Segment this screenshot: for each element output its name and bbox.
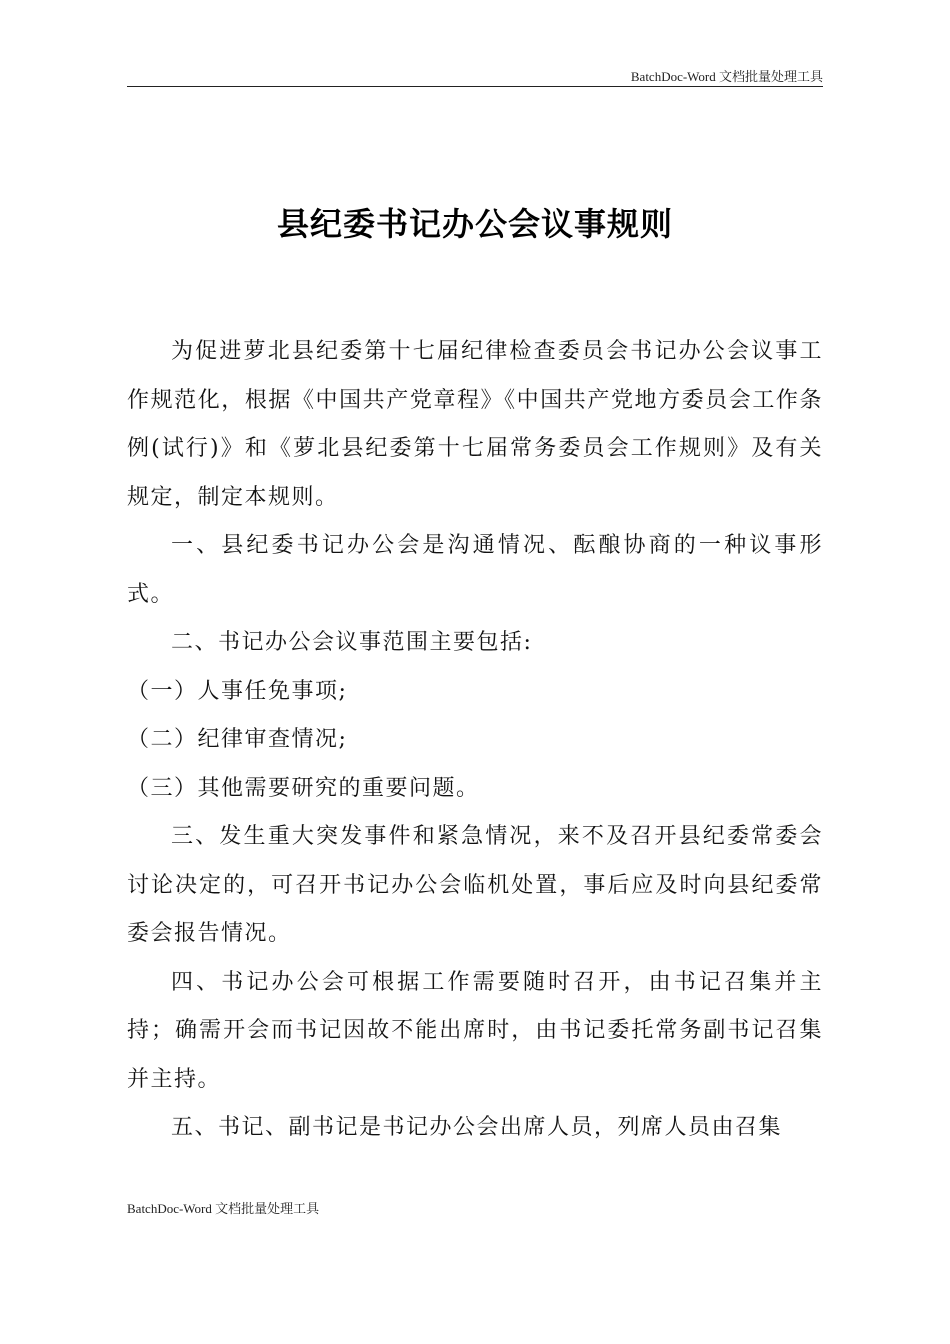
document-body bbox=[127, 328, 823, 1153]
document-title: 县纪委书记办公会议事规则 bbox=[276, 205, 673, 243]
paragraph-article-5: 五、书记、副书记是书记办公会出席人员，列席人员由召集 bbox=[171, 1115, 783, 1140]
page-footer: BatchDoc-Word 文档批量处理工具 bbox=[127, 1201, 320, 1216]
header-text: BatchDoc-Word 文档批量处理工具 bbox=[630, 69, 823, 84]
paragraph-article-2: 二、书记办公会议事范围主要包括: bbox=[171, 630, 533, 655]
paragraph-item-2: （二）纪律审查情况; bbox=[127, 727, 348, 752]
paragraph-item-3: （三）其他需要研究的重要问题。 bbox=[127, 775, 480, 801]
paragraph-article-4: 四、书记办公会可根据工作需要随时召开，由书记召集并主持；确需开会而书记因故不能出席时，由书记委托常务副书记召集并主持。 bbox=[127, 969, 823, 1092]
paragraph-article-1: 一、县纪委书记办公会是沟通情况、酝酿协商的一种议事形式。 bbox=[127, 533, 823, 607]
paragraph-intro: 为促进萝北县纪委第十七届纪律检查委员会书记办公会议事工作规范化，根据《中国共产党章程》《中国共产党地方委员会工作条例(试行)》和《萝北县纪委第十七届常务委员会工作规则》及有关规定，制定本规则。 bbox=[127, 339, 823, 510]
paragraph-article-3: 三、发生重大突发事件和紧急情况，来不及召开县纪委常委会讨论决定的，可召开书记办公会临机处置，事后应及时向县纪委常委会报告情况。 bbox=[127, 824, 823, 946]
page-header bbox=[127, 64, 823, 87]
paragraph-item-1: （一）人事任免事项; bbox=[127, 678, 348, 704]
